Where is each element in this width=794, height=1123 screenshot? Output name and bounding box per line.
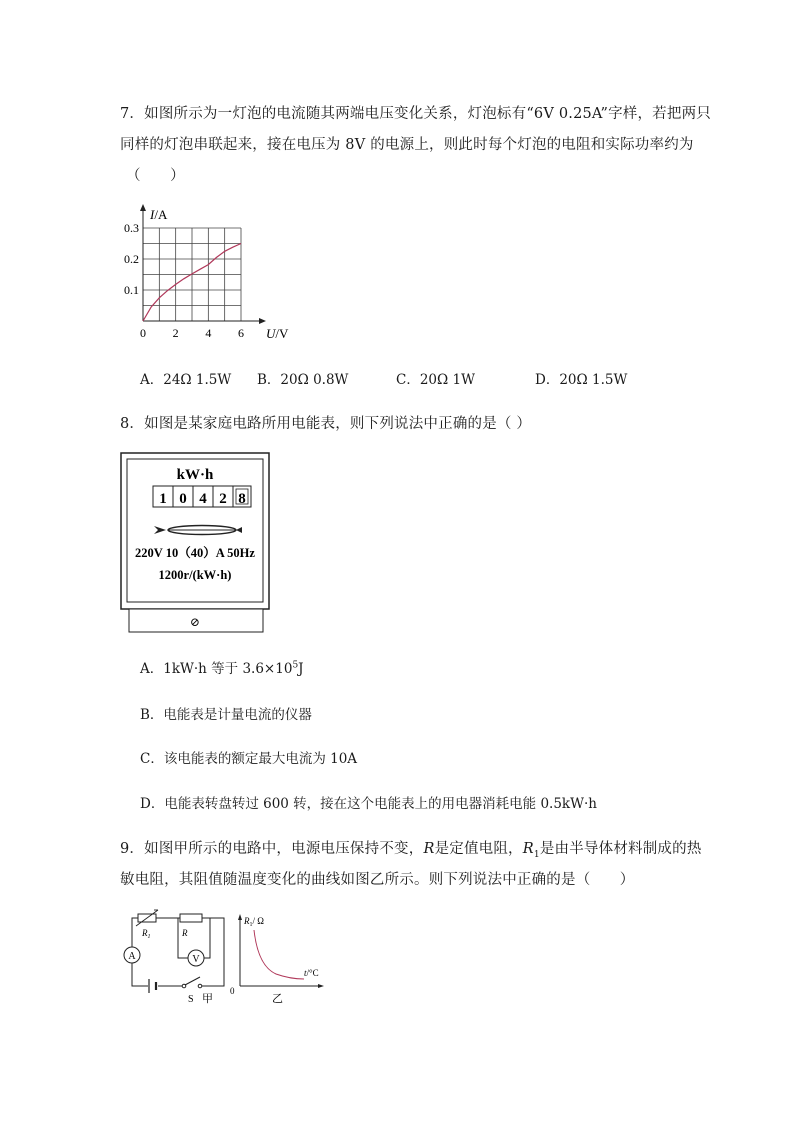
ammeter-icon: A <box>128 951 136 962</box>
chart-axes <box>140 204 266 324</box>
x-axis-arrow <box>259 318 266 324</box>
q9-r1-temperature-graph <box>228 908 333 1008</box>
q9-text-line1: 9．如图甲所示的电路中，电源电压保持不变，R是定值电阻，$R_1$是由半导体材料制成的热 <box>120 841 702 860</box>
meter-digit: 0 <box>179 491 187 507</box>
q7-option-c[interactable]: C．20Ω 1W <box>396 372 475 388</box>
circuit-caption: 甲 <box>202 993 213 1005</box>
x-tick-label: 6 <box>238 326 244 340</box>
q7-option-a[interactable]: A．24Ω 1.5W <box>140 372 232 388</box>
x-tick-label: 2 <box>172 326 179 340</box>
x-axis-label: U/V <box>266 326 289 341</box>
x-tick-label: 4 <box>205 326 212 340</box>
y-tick-label: 0.3 <box>124 221 139 235</box>
r1-label: $R_1$ <box>142 928 151 940</box>
q7-text-line1: 7．如图所示为一灯泡的电流随其两端电压变化关系，灯泡标有“6V 0.25A”字样，若把两只 <box>120 106 711 122</box>
chart-tick-labels <box>124 221 244 340</box>
graph-x-label: t/°C <box>304 968 319 978</box>
graph-origin: 0 <box>230 986 235 996</box>
y-axis-arrow <box>140 204 146 211</box>
q7-text-line2: 同样的灯泡串联起来，接在电压为 8V 的电源上，则此时每个灯泡的电阻和实际功率约为 <box>120 137 694 153</box>
y-axis-label: I/A <box>150 207 168 222</box>
r-label: R <box>182 928 188 938</box>
q9-circuit-diagram <box>118 908 228 1008</box>
electric-meter-figure <box>120 452 272 636</box>
switch-label: S <box>188 994 194 1005</box>
graph-caption: 乙 <box>272 993 283 1005</box>
y-tick-label: 0.2 <box>124 252 139 266</box>
q9-text-line2: 敏电阻，其阻值随温度变化的曲线如图乙所示。则下列说法中正确的是（ ） <box>120 872 635 888</box>
q7-text-line3: （ ） <box>126 168 185 184</box>
meter-terminal-icon: ⊘ <box>189 615 201 629</box>
q8-option-b[interactable]: B．电能表是计量电流的仪器 <box>140 707 312 723</box>
q8-option-a[interactable]: A．1kW·h 等于 $3.6\times 10^5J$ <box>140 660 304 677</box>
meter-spec-line2: 1200r/(kW·h) <box>158 568 232 582</box>
meter-unit: kW·h <box>176 467 214 483</box>
q8-option-c[interactable]: C．该电能表的额定最大电流为 10A <box>140 751 358 767</box>
meter-digit: 4 <box>199 491 207 507</box>
q8-option-d[interactable]: D．电能表转盘转过 600 转，接在这个电能表上的用电器消耗电能 0.5kW·h <box>140 796 597 812</box>
meter-spec-line1: 220V 10（40）A 50Hz <box>135 546 255 560</box>
voltmeter-icon: V <box>192 954 200 965</box>
meter-digit: 8 <box>238 491 246 507</box>
q7-option-b[interactable]: B．20Ω 0.8W <box>257 372 349 388</box>
x-tick-label: 0 <box>140 326 146 340</box>
q7-option-d[interactable]: D．20Ω 1.5W <box>535 372 628 388</box>
q8-text-line1: 8．如图是某家庭电路所用电能表，则下列说法中正确的是（ ） <box>120 416 532 432</box>
graph-y-label: $R_1/$ Ω <box>244 916 264 928</box>
meter-digit: 2 <box>219 491 227 507</box>
y-tick-label: 0.1 <box>124 283 139 297</box>
q7-iu-chart <box>110 200 320 350</box>
meter-digit: 1 <box>159 491 167 507</box>
